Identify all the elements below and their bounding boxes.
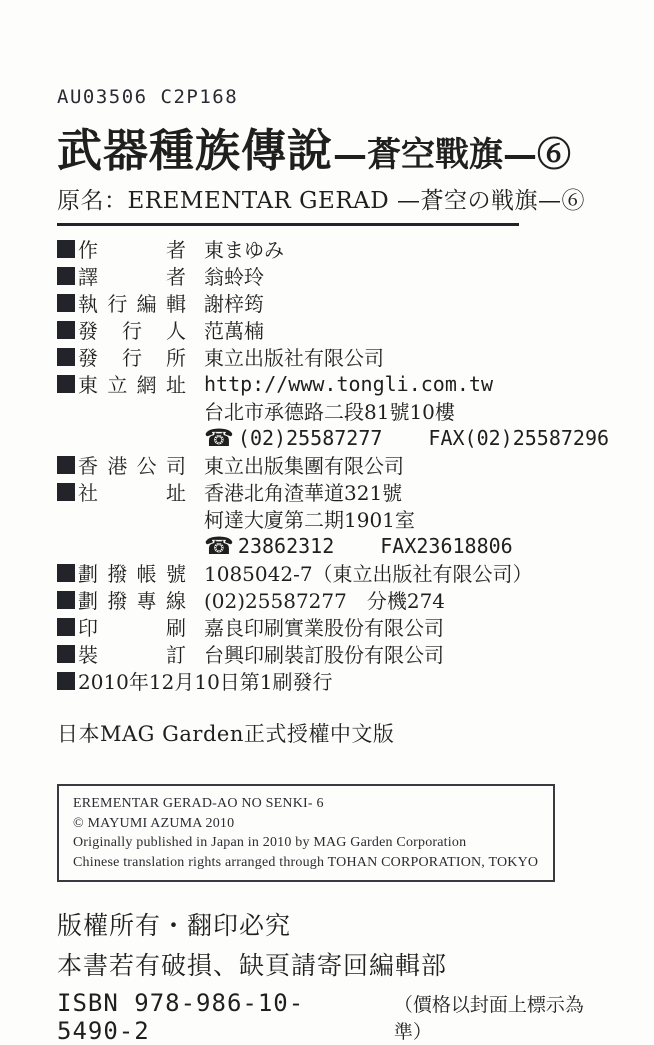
row-label: 東立網址	[78, 373, 186, 397]
square-bullet-icon	[57, 456, 75, 474]
row-label: 發行所	[78, 346, 186, 370]
isbn-line	[57, 989, 597, 1045]
row-label: 發行人	[78, 319, 186, 343]
row-value: 台興印刷裝訂股份有限公司	[204, 643, 444, 667]
row-binding	[57, 640, 597, 667]
row-label: 作者	[78, 238, 186, 262]
row-website	[57, 370, 597, 397]
phone-number: 23862312	[237, 533, 335, 558]
row-label: 香港公司	[78, 454, 186, 478]
title-main: 武器種族傳說	[57, 124, 334, 177]
row-hk-address-2	[57, 505, 597, 532]
square-bullet-icon	[57, 645, 75, 663]
row-label: 執行編輯	[78, 292, 186, 316]
row-hk-company	[57, 451, 597, 478]
square-bullet-icon	[57, 375, 75, 393]
row-taipei-phone	[57, 423, 610, 452]
row-value: 香港北角渣華道321號	[204, 481, 403, 505]
row-value: 東まゆみ	[204, 238, 284, 262]
fax-number: FAX23618806	[380, 533, 513, 558]
row-publishing-house	[57, 343, 597, 370]
square-bullet-icon	[57, 267, 75, 285]
square-bullet-icon	[57, 240, 75, 258]
divider-rule	[57, 223, 519, 226]
row-label: 劃撥專線	[78, 589, 186, 613]
square-bullet-icon	[57, 348, 75, 366]
row-publisher-person	[57, 316, 597, 343]
phone-number: (02)25587277	[237, 425, 383, 450]
square-bullet-icon	[57, 294, 75, 312]
row-author	[57, 235, 597, 262]
row-hk-address	[57, 478, 597, 505]
license-note: 日本MAG Garden正式授權中文版	[57, 722, 395, 746]
row-value: 東立出版社有限公司	[204, 346, 384, 370]
row-value: 1085042-7（東立出版社有限公司）	[204, 562, 533, 586]
damage-notice: 本書若有破損、缺頁請寄回編輯部	[57, 951, 448, 981]
square-bullet-icon	[57, 564, 75, 582]
row-label: 劃撥帳號	[78, 562, 186, 586]
row-postal-hotline	[57, 586, 597, 613]
fax-number: FAX(02)25587296	[428, 425, 610, 450]
copyright-line: © MAYUMI AZUMA 2010	[73, 815, 235, 831]
publication-date: 2010年12月10日第1刷發行	[78, 670, 333, 694]
row-label: 裝訂	[78, 643, 186, 667]
row-value: 柯達大廈第二期1901室	[204, 508, 415, 532]
square-bullet-icon	[57, 672, 75, 690]
row-value: 范萬楠	[204, 319, 264, 343]
row-translator	[57, 262, 597, 289]
square-bullet-icon	[57, 483, 75, 501]
colophon-list	[57, 235, 610, 694]
square-bullet-icon	[57, 618, 75, 636]
row-printing	[57, 613, 597, 640]
square-bullet-icon	[57, 321, 75, 339]
copyright-line: Originally published in Japan in 2010 by MAG Garden Corporation	[73, 835, 467, 851]
row-publication-date	[57, 667, 597, 694]
row-value: 謝梓筠	[204, 292, 264, 316]
row-label: 社址	[78, 481, 186, 505]
square-bullet-icon	[57, 591, 75, 609]
row-value: 東立出版集團有限公司	[204, 454, 404, 478]
phone-icon: ☎	[204, 423, 234, 452]
row-value: 翁蛉玲	[204, 265, 264, 289]
website-url: http://www.tongli.com.tw	[204, 371, 493, 396]
row-hk-phone	[57, 532, 597, 559]
phone-icon: ☎	[204, 531, 234, 560]
book-title	[57, 114, 597, 179]
bottom-notices	[57, 906, 597, 1045]
row-label: 印刷	[78, 616, 186, 640]
row-label: 譯者	[78, 265, 186, 289]
copyright-box	[57, 784, 555, 882]
row-postal-account	[57, 559, 597, 586]
print-code: AU03506 C2P168	[57, 86, 239, 108]
copyright-line: Chinese translation rights arranged through TOHAN CORPORATION, TOKYO	[73, 854, 539, 870]
title-volume: —蒼空戰旗—⑥	[333, 135, 572, 175]
row-value: (02)25587277 分機274	[204, 589, 446, 613]
row-value: 嘉良印刷實業股份有限公司	[204, 616, 444, 640]
original-title: 原名：EREMENTAR GERAD —蒼空の戦旗—⑥	[57, 188, 586, 214]
row-editor	[57, 289, 597, 316]
copyright-line: EREMENTAR GERAD-AO NO SENKI- 6	[73, 796, 324, 811]
row-taipei-address	[57, 397, 597, 424]
row-value: 台北市承德路二段81號10樓	[204, 400, 455, 424]
isbn-number: ISBN 978-986-10-5490-2	[57, 989, 305, 1045]
rights-notice: 版權所有・翻印必究	[57, 911, 292, 941]
price-note: （價格以封面上標示為準）	[393, 994, 584, 1044]
